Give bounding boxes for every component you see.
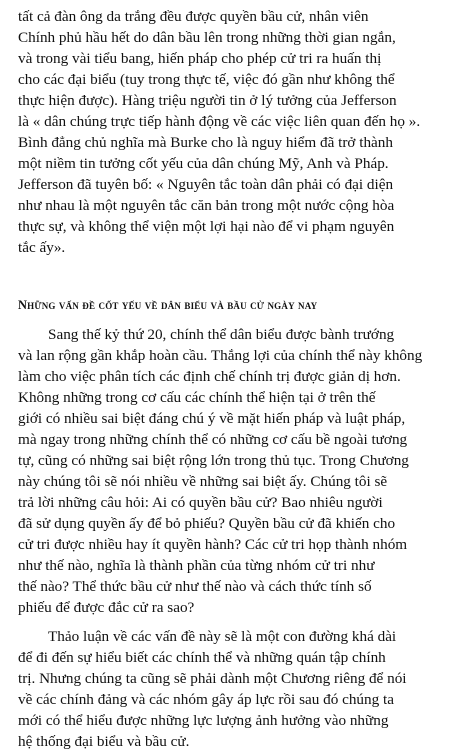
text-line: Jefferson đã tuyên bố: « Nguyên tắc toàn dân phải có đại diện [18,176,394,193]
text-line: Bình đẳng chủ nghĩa mà Burke cho là nguy hiểm đã trở thành [18,134,393,151]
paragraph-3 [18,626,436,752]
text-line: phiếu để được đắc cử ra sao? [18,599,195,616]
text-line: Thảo luận về các vấn đề này sẽ là một con đường khá dài [48,628,397,645]
text-line: đã sử dụng quyền ấy để bỏ phiếu? Quyền bầu cử đã khiến cho [18,515,396,532]
text-line: một niềm tin tưởng cốt yếu của dân chúng Mỹ, Anh và Pháp. [18,155,389,172]
text-line: như nhau là một nguyên tắc căn bản trong một nước cộng hòa [18,197,395,214]
text-line: thế nào? Thể thức bầu cử như thế nào và cách thức tính số [18,578,372,595]
text-line: để đi đến sự hiểu biết các chính thể và những quán tập chính [18,649,386,666]
text-line: này chúng tôi sẽ nói nhiều về những sai biệt ấy. Chúng tôi sẽ [18,473,388,490]
paragraph-1 [18,6,436,258]
text-line: thực hiện được). Hàng triệu người tin ở lý tưởng của Jefferson [18,92,397,109]
text-line: về các chính đảng và các nhóm gây áp lực rồi sau đó chúng ta [18,691,394,708]
text-line: cử tri được nhiều hay ít quyền hành? Các cử tri họp thành nhóm [18,536,408,553]
text-line: và lan rộng gần khắp hoàn cầu. Thắng lợi của chính thể này không [18,347,423,364]
section-heading: Những vấn đề cốt yếu về dân biểu và bầu cử ngày nay [18,298,318,312]
text-line: làm cho việc phân tích các định chế chính trị được giản dị hơn. [18,368,401,385]
text-line: trả lời những câu hỏi: Ai có quyền bầu cử? Bao nhiêu người [18,494,383,511]
text-line: tất cả đàn ông da trắng đều được quyền bầu cử, nhân viên [18,8,369,25]
text-line: giới có nhiều sai biệt đáng chú ý về mặt hiến pháp và luật pháp, [18,410,406,427]
text-line: Chính phủ hầu hết do dân bầu lên trong những thời gian ngắn, [18,29,396,46]
text-line: Sang thế kỷ thứ 20, chính thể dân biểu được bành trướng [48,326,395,343]
text-line: cho các đại biểu (tuy trong thực tế, việc đó gần như không thể [18,71,395,88]
text-line: là « dân chúng trực tiếp hành động về các việc liên quan đến họ ». [18,113,421,130]
text-line: và trong vài tiểu bang, hiến pháp cho phép cử tri ra huấn thị [18,50,382,67]
text-line: trị. Nhưng chúng ta cũng sẽ phải dành một Chương riêng để nói [18,670,407,687]
paragraph-2 [18,324,436,618]
text-line: thực sự, và không thể viện một lợi hại nào để vi phạm nguyên [18,218,395,235]
text-line: hệ thống đại biểu và bầu cử. [18,733,190,750]
text-line: tắc ấy». [18,239,66,256]
text-line: như thế nào, nghĩa là thành phần của từng nhóm cử tri như [18,557,375,574]
text-line: Không những trong cơ cấu các chính thể hiện tại ở trên thế [18,389,376,406]
text-line: mới có thể hiểu được những lực lượng ảnh hưởng vào những [18,712,389,729]
text-line: mà ngay trong những chính thể có những cơ cấu bề ngoài tương [18,431,408,448]
text-line: tự, cũng có những sai biệt rộng lớn trong thủ tục. Trong Chương [18,452,409,469]
paragraph-gap [18,618,436,626]
